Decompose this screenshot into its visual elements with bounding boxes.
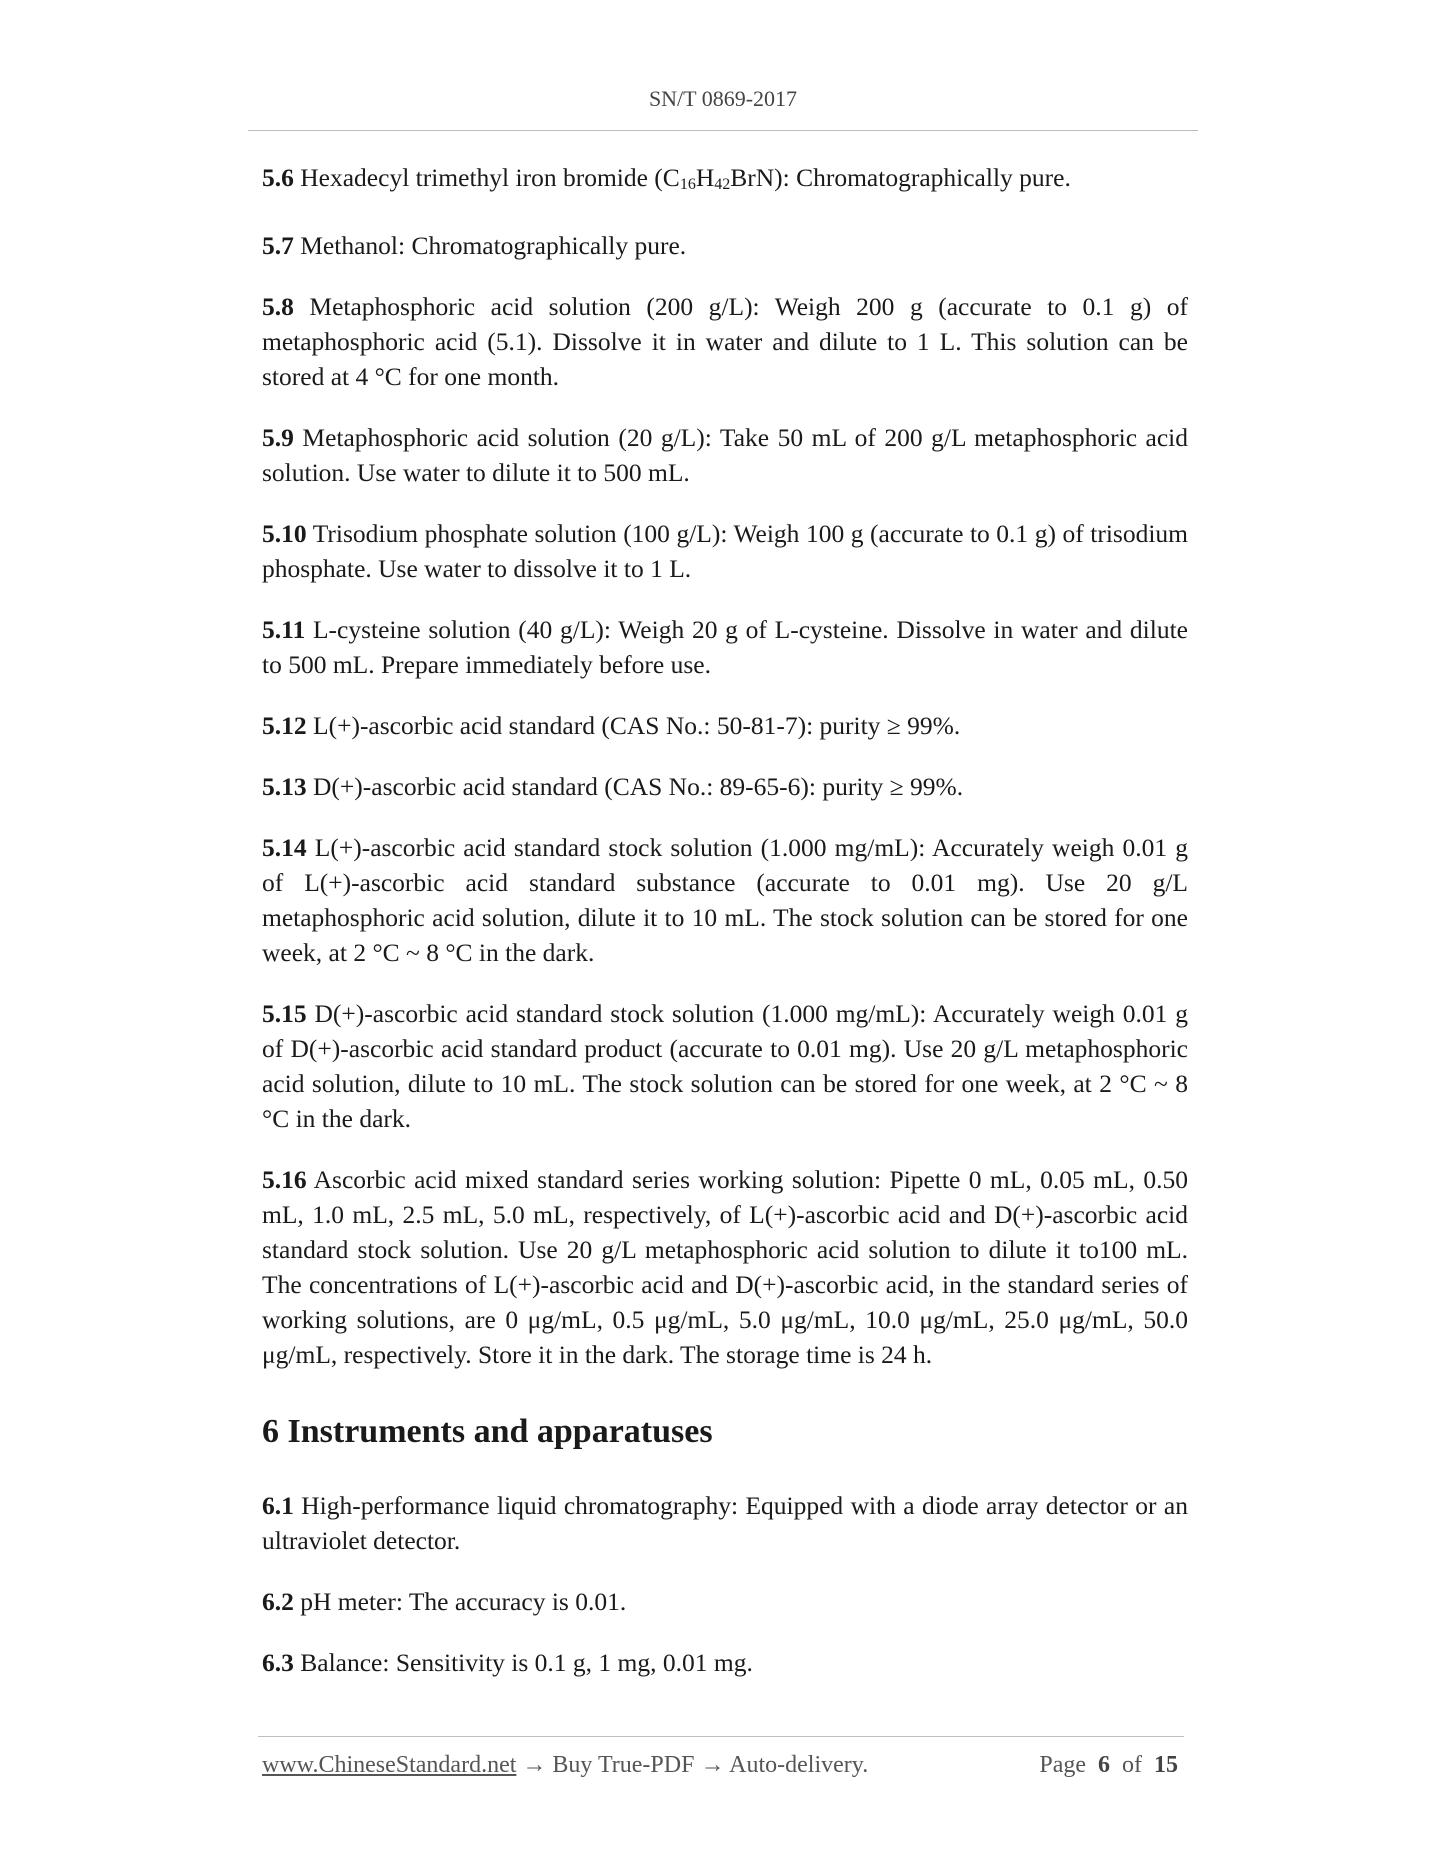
subscript: 42 — [714, 176, 731, 193]
page-total: 15 — [1154, 1752, 1178, 1778]
clause-6-1 — [262, 1488, 1188, 1558]
document-body — [262, 160, 1188, 1706]
clause-text: Trisodium phosphate solution (100 g/L): Weigh 100 g (accurate to 0.1 g) of trisodium phosphate. Use water to dissolve it to 1 L. — [262, 519, 1188, 583]
arrow-icon: → — [694, 1752, 730, 1778]
clause-text: Ascorbic acid mixed standard series working solution: Pipette 0 mL, 0.05 mL, 0.50 mL, 1.0 mL, 2.5 mL, 5.0 mL, respectively, of L(+)-ascorbic acid and D(+)-ascorbic acid standard stock solution. Use 20 g/L metaphosphoric acid solution to dilute it to100 mL. The concentrations of L(+)-ascorbic acid and D(+)-ascorbic acid, in the standard series of working solutions, are 0 μg/mL, 0.5 μg/mL, 5.0 μg/mL, 10.0 μg/mL, 25.0 μg/mL, 50.0 μg/mL, respectively. Store it in the dark. The storage time is 24 h. — [262, 1165, 1188, 1369]
clause-5-12 — [262, 708, 1188, 743]
clause-number: 6.1 — [262, 1491, 294, 1520]
clause-5-7 — [262, 228, 1188, 263]
clause-text: BrN): Chromatographically pure. — [730, 163, 1071, 192]
clause-number: 5.14 — [262, 833, 307, 862]
clause-number: 5.6 — [262, 163, 294, 192]
footer-divider — [258, 1736, 1184, 1737]
clause-number: 5.9 — [262, 423, 294, 452]
website-link[interactable]: www.ChineseStandard.net — [262, 1752, 517, 1778]
clause-text: H — [695, 163, 715, 192]
clause-5-14 — [262, 830, 1188, 970]
subscript: 16 — [679, 176, 696, 193]
clause-number: 5.8 — [262, 292, 294, 321]
clause-5-10 — [262, 516, 1188, 586]
clause-5-11 — [262, 612, 1188, 682]
clause-text: D(+)-ascorbic acid standard (CAS No.: 89-65-6): purity ≥ 99%. — [306, 772, 964, 801]
page-number: 6 — [1098, 1752, 1110, 1778]
clause-text: L(+)-ascorbic acid standard (CAS No.: 50-81-7): purity ≥ 99%. — [306, 711, 961, 740]
section-heading: 6 Instruments and apparatuses — [262, 1413, 713, 1450]
page-indicator — [1039, 1752, 1178, 1779]
clause-text: L(+)-ascorbic acid standard stock solution (1.000 mg/mL): Accurately weigh 0.01 g of L(+)-ascorbic acid standard substance (accurate to 0.01 mg). Use 20 g/L metaphosphoric acid solution, dilute it to 10 mL. The stock solution can be stored for one week, at 2 °C ~ 8 °C in the dark. — [262, 833, 1188, 967]
clause-text: pH meter: The accuracy is 0.01. — [293, 1587, 627, 1616]
footer-left — [262, 1752, 868, 1779]
clause-number: 5.11 — [262, 615, 306, 644]
clause-number: 5.16 — [262, 1165, 307, 1194]
arrow-icon: → — [516, 1752, 553, 1778]
clause-5-8 — [262, 289, 1188, 394]
clause-text: Methanol: Chromatographically pure. — [293, 231, 687, 260]
clause-5-16 — [262, 1162, 1188, 1372]
clause-5-6 — [262, 160, 1188, 202]
page-header: SN/T 0869-2017 — [648, 86, 798, 111]
clause-number: 5.7 — [262, 231, 294, 260]
clause-number: 5.10 — [262, 519, 307, 548]
delivery-text: Auto-delivery. — [729, 1752, 869, 1778]
clause-5-15 — [262, 996, 1188, 1136]
clause-number: 5.15 — [262, 999, 307, 1028]
clause-5-9 — [262, 420, 1188, 490]
of-label: of — [1122, 1752, 1142, 1778]
clause-text: High-performance liquid chromatography: Equipped with a diode array detector or an ultraviolet detector. — [262, 1491, 1188, 1555]
clause-text: Hexadecyl trimethyl iron bromide (C — [293, 163, 680, 192]
clause-number: 6.2 — [262, 1587, 294, 1616]
clause-text: D(+)-ascorbic acid standard stock solution (1.000 mg/mL): Accurately weigh 0.01 g of D(+)-ascorbic acid standard product (accurate to 0.01 mg). Use 20 g/L metaphosphoric acid solution, dilute to 10 mL. The stock solution can be stored for one week, at 2 °C ~ 8 °C in the dark. — [262, 999, 1188, 1133]
clause-text: L-cysteine solution (40 g/L): Weigh 20 g of L-cysteine. Dissolve in water and dilute to 500 mL. Prepare immediately before use. — [262, 615, 1188, 679]
clause-number: 6.3 — [262, 1648, 294, 1677]
clause-number: 5.13 — [262, 772, 307, 801]
clause-text: Balance: Sensitivity is 0.1 g, 1 mg, 0.01 mg. — [293, 1648, 753, 1677]
page-footer — [262, 1752, 1178, 1779]
page-label: Page — [1039, 1752, 1086, 1778]
clause-text: Metaphosphoric acid solution (200 g/L): Weigh 200 g (accurate to 0.1 g) of metaphosphoric acid (5.1). Dissolve it in water and dilute to 1 L. This solution can be stored at 4 °C for one month. — [262, 292, 1188, 391]
header-divider — [248, 130, 1198, 131]
clause-number: 5.12 — [262, 711, 307, 740]
buy-pdf-text: Buy True-PDF — [552, 1752, 695, 1778]
clause-6-2 — [262, 1584, 1188, 1619]
clause-text: Metaphosphoric acid solution (20 g/L): Take 50 mL of 200 g/L metaphosphoric acid solution. Use water to dilute it to 500 mL. — [262, 423, 1188, 487]
clause-6-3 — [262, 1645, 1188, 1680]
clause-5-13 — [262, 769, 1188, 804]
